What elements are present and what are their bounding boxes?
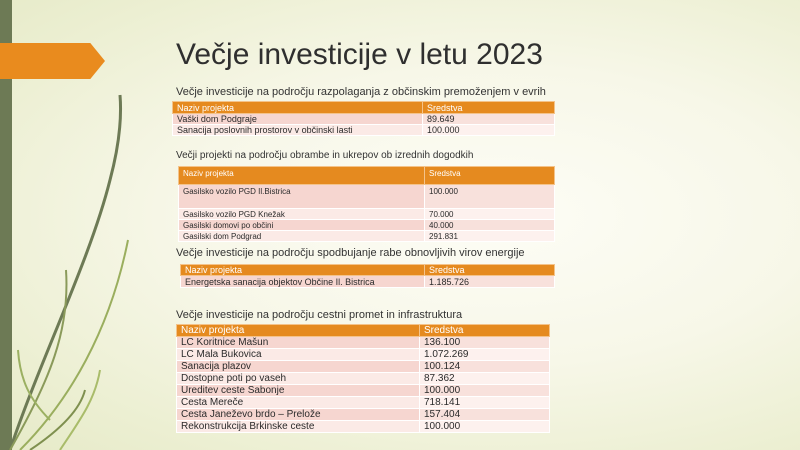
project-name: Gasilsko vozilo PGD Knežak [179, 209, 425, 220]
table-row [179, 185, 555, 209]
project-name: LC Mala Bukovica [177, 349, 420, 361]
column-header-value: Sredstva [420, 325, 550, 337]
table-row [177, 361, 550, 373]
project-name: Vaški dom Podgraje [173, 114, 423, 125]
project-name: Cesta Janeževo brdo – Prelože [177, 409, 420, 421]
project-name: LC Koritnice Mašun [177, 337, 420, 349]
section-heading-property: Večje investicije na področju razpolaganja z občinskim premoženjem v evrih [176, 86, 546, 98]
project-value: 1.185.726 [425, 276, 555, 288]
table-row [177, 337, 550, 349]
column-header-value: Sredstva [425, 167, 555, 185]
column-header-name: Naziv projekta [173, 102, 423, 114]
table-row [181, 276, 555, 288]
section-heading-energy: Večje investicije na področju spodbujanje rabe obnovljivih virov energije [176, 247, 525, 259]
project-value: 89.649 [423, 114, 555, 125]
table-row [173, 125, 555, 136]
project-value: 136.100 [420, 337, 550, 349]
table-energy [180, 264, 555, 288]
table-row [173, 114, 555, 125]
project-value: 157.404 [420, 409, 550, 421]
table-row [179, 220, 555, 231]
project-name: Ureditev ceste Sabonje [177, 385, 420, 397]
project-name: Sanacija plazov [177, 361, 420, 373]
title-arrow-accent [0, 43, 105, 79]
slide-title: Večje investicije v letu 2023 [176, 38, 543, 71]
project-name: Cesta Mereče [177, 397, 420, 409]
table-row [177, 409, 550, 421]
project-value: 100.000 [420, 421, 550, 433]
column-header-name: Naziv projekta [177, 325, 420, 337]
table-roads [176, 324, 550, 433]
section-heading-defence: Večji projekti na področju obrambe in ukrepov ob izrednih dogodkih [176, 150, 474, 161]
project-value: 718.141 [420, 397, 550, 409]
project-value: 40.000 [425, 220, 555, 231]
table-row [179, 209, 555, 220]
table-row [177, 349, 550, 361]
project-value: 1.072.269 [420, 349, 550, 361]
table-property [172, 101, 555, 136]
project-value: 291.831 [425, 231, 555, 242]
table-row [179, 231, 555, 242]
project-value: 70.000 [425, 209, 555, 220]
project-value: 100.000 [423, 125, 555, 136]
project-value: 100.124 [420, 361, 550, 373]
project-name: Gasilsko vozilo PGD Il.Bistrica [179, 185, 425, 209]
table-row [177, 421, 550, 433]
project-name: Gasilski dom Podgrad [179, 231, 425, 242]
project-name: Dostopne poti po vaseh [177, 373, 420, 385]
project-value: 100.000 [420, 385, 550, 397]
table-row [177, 385, 550, 397]
column-header-value: Sredstva [425, 265, 555, 276]
section-heading-roads: Večje investicije na področju cestni promet in infrastruktura [176, 309, 463, 321]
table-row [177, 397, 550, 409]
table-row [177, 373, 550, 385]
column-header-name: Naziv projekta [181, 265, 425, 276]
project-name: Sanacija poslovnih prostorov v občinski lasti [173, 125, 423, 136]
project-name: Rekonstrukcija Brkinske ceste [177, 421, 420, 433]
project-name: Gasilski domovi po občini [179, 220, 425, 231]
project-value: 100.000 [425, 185, 555, 209]
project-value: 87.362 [420, 373, 550, 385]
project-name: Energetska sanacija objektov Občine Il. Bistrica [181, 276, 425, 288]
column-header-value: Sredstva [423, 102, 555, 114]
table-defence [178, 166, 555, 242]
column-header-name: Naziv projekta [179, 167, 425, 185]
